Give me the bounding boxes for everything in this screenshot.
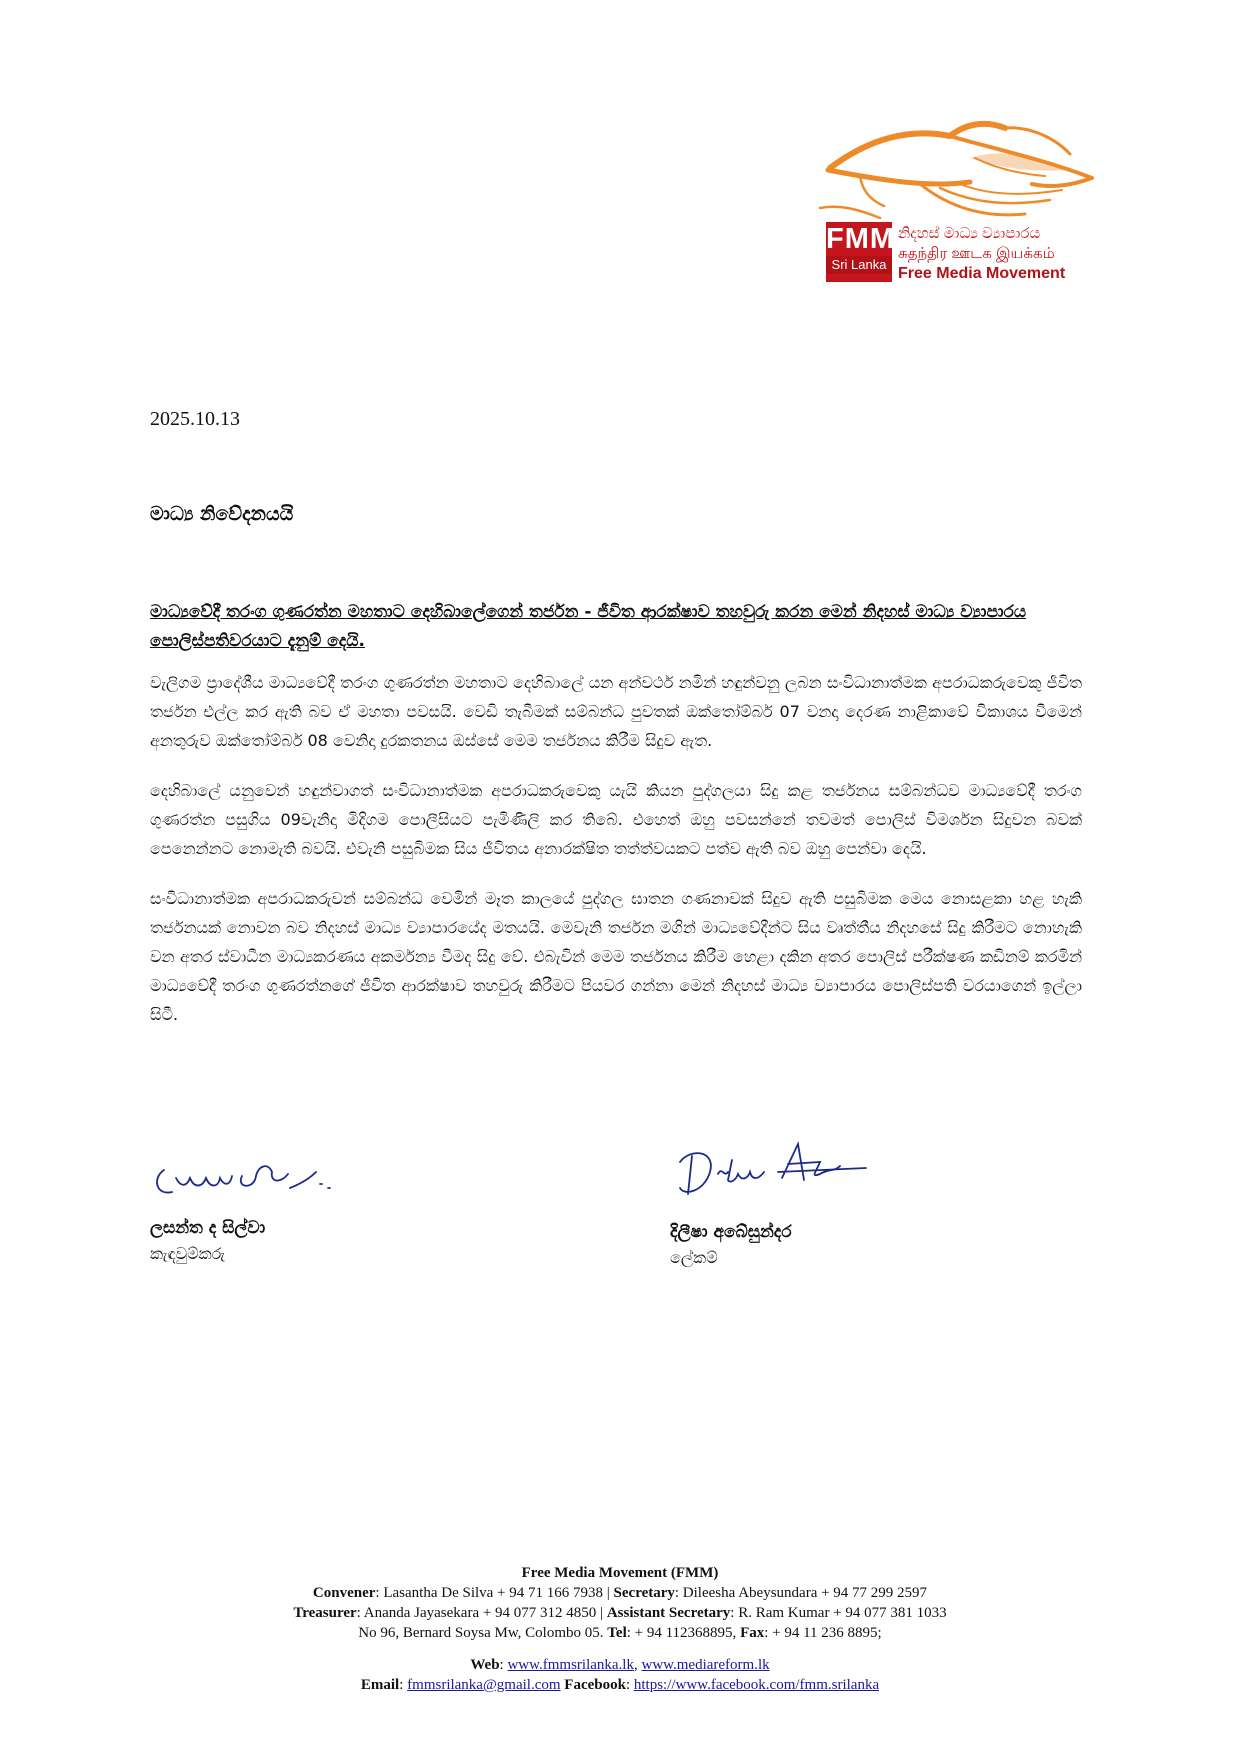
signature-block-left (150, 1148, 340, 1264)
badge-title: FMM (826, 223, 896, 255)
fax-label: Fax (740, 1625, 765, 1641)
logo-text (898, 224, 1065, 284)
footer-line-2 (120, 1603, 1120, 1623)
footer-org-name: Free Media Movement (FMM) (521, 1565, 719, 1581)
asst-secretary-label: Assistant Secretary (606, 1605, 731, 1621)
treasurer-label: Treasurer (293, 1605, 357, 1621)
web-label: Web (470, 1657, 500, 1673)
signatory-left-role: කැඳවුම්කරු (150, 1244, 225, 1263)
footer (120, 1563, 1120, 1695)
badge-subtitle: Sri Lanka (826, 256, 892, 274)
facebook-label: Facebook (564, 1677, 626, 1693)
signature-left-image (150, 1148, 340, 1204)
signature-block-right (670, 1138, 870, 1268)
convener-label: Convener (312, 1585, 376, 1601)
email-link[interactable]: fmmsrilanka@gmail.com (407, 1677, 561, 1693)
paragraph-2: දෙහිබාලේ යනුවෙන් හඳුන්වාගත් සංවිධානාත්මක අපරාධකරුවෙකු යැයි කියන පුද්ගලයා සිදු කළ තර්ජනය සම්බන්ධව මාධ්‍යවේදී තරංග ගුණරත්න පසුගිය 09වැනිදා මිදිගම පොලීසියට පැමිණිලි කර තිබේ. එහෙත් ඔහු පවසන්නේ තවමත් පොලිස් විමර්ශන සිදුවන බවක් පෙනෙන්නට නොමැති බවයි. එවැනි පසුබිමක සිය ජීවිතය අනාරක්ෂිත තත්ත්වයකට පත්ව ඇති බව ඔහු පෙන්වා දෙයි. (150, 781, 1082, 858)
logo-line-english: Free Media Movement (898, 265, 1066, 282)
footer-line-3 (120, 1623, 1120, 1643)
paragraph-1: වැලිගම ප්‍රාදේශීය මාධ්‍යවේදී තරංග ගුණරත්න මහතාට දෙහිබාලේ යන අන්වර්ථ නමින් හඳුන්වනු ලබන සංවිධානාත්මක අපරාධකරුවෙකු ජීවිත තර්ජන එල්ල කර ඇති බව ඒ මහතා පවසයි. වෙඩි තැබීමක් සම්බන්ධ පුවතක් ඔක්තෝම්බර් 07 වනදා දෙරණ නාළිකාවේ විකාශය වීමෙන් අනතුරුව ඔක්තෝම්බර් 08 වෙනිදා දුරකතනය ඔස්සේ මෙම තර්ජනය කිරීම සිදුව ඇත. (150, 673, 1082, 750)
footer-line-1 (120, 1583, 1120, 1603)
signatory-right-name: දිලීෂා අබේසුන්දර (670, 1222, 792, 1242)
asst-secretary-info: : R. Ram Kumar + 94 077 381 1033 (730, 1605, 947, 1621)
website-link-mediareform[interactable]: www.mediareform.lk (641, 1657, 770, 1673)
logo-line-sinhala: නිදහස් මාධ්‍ය ව්‍යාපාරය (898, 225, 1041, 242)
paragraph-3: සංවිධානාත්මක අපරාධකරුවන් සම්බන්ධ වෙමින් මෑත කාලයේ පුද්ගල ඝාතන ගණනාවක් සිදුව ඇති පසුබිමක මෙය නොසළකා හළ හැකි තර්ජනයක් නොවන බව නිදහස් මාධ්‍ය ව්‍යාපාරයේද මතයයි. මෙවැනි තර්ජන මගින් මාධ්‍යවේදීන්ට සිය වෘත්තීය නිදහසේ සිදු කිරීමට නොහැකි වන අතර ස්වාධීන මාධ්‍යකරණය අකර්මන්‍ය වීමද සිදු වේ. එබැවින් මෙම තර්ජනය කිරීම හෙළා දකින අතර පොලිස් පරීක්ෂණ කඩිනම් කරමින් මාධ්‍යවේදී තරංග ගුණරත්නගේ ජීවිත ආරක්ෂාව තහවුරු කිරීමට පියවර ගන්නා මෙන් නිදහස් මාධ්‍ය ව්‍යාපාරය පොලිස්පති වරයාගෙන් ඉල්ලා සිටී. (150, 889, 1082, 1024)
email-label: Email (360, 1677, 400, 1693)
bird-logo-icon (800, 118, 1100, 230)
fmm-logo (800, 118, 1110, 288)
convener-info: : Lasantha De Silva + 94 71 166 7938 | (375, 1585, 614, 1601)
fmm-badge (826, 222, 896, 282)
secretary-label: Secretary (613, 1585, 675, 1601)
signatory-right-role: ලේකම් (670, 1248, 718, 1267)
tel-info: : + 94 112368895, (626, 1625, 741, 1641)
headline: මාධ්‍යවේදී තරංග ගුණරත්න මහතාට දෙහිබාලේගෙන් තර්ජන - ජීවිත ආරක්ෂාව තහවුරු කරන මෙන් නිදහස් මාධ්‍ය ව්‍යාපාරය පොලිස්පතිවරයාට දැනුම් දෙයි. (150, 602, 1027, 651)
treasurer-info: : Ananda Jayasekara + 94 077 312 4850 | (356, 1605, 607, 1621)
tel-label: Tel (607, 1625, 627, 1641)
signature-right-image (670, 1138, 870, 1208)
signatory-left-name: ලසන්ත ද සිල්වා (150, 1218, 266, 1238)
document-date: 2025.10.13 (150, 408, 240, 430)
website-link-fmm[interactable]: www.fmmsrilanka.lk (507, 1657, 634, 1673)
secretary-info: : Dileesha Abeysundara + 94 77 299 2597 (674, 1585, 928, 1601)
footer-line-web: Web: www.fmmsrilanka.lk, www.mediareform.lk (470, 1657, 770, 1673)
address: No 96, Bernard Soysa Mw, Colombo 05. (358, 1625, 608, 1641)
footer-line-email: Email: fmmsrilanka@gmail.com Facebook: https://www.facebook.com/fmm.srilanka (360, 1677, 880, 1693)
document-type: මාධ්‍ය නිවේදනයයි (150, 503, 294, 525)
logo-line-tamil: சுதந்திர ஊடக இயக்கம் (898, 245, 1055, 262)
body-text (150, 668, 1082, 1050)
fax-info: : + 94 11 236 8895; (764, 1625, 882, 1641)
facebook-link[interactable]: https://www.facebook.com/fmm.srilanka (633, 1677, 880, 1693)
